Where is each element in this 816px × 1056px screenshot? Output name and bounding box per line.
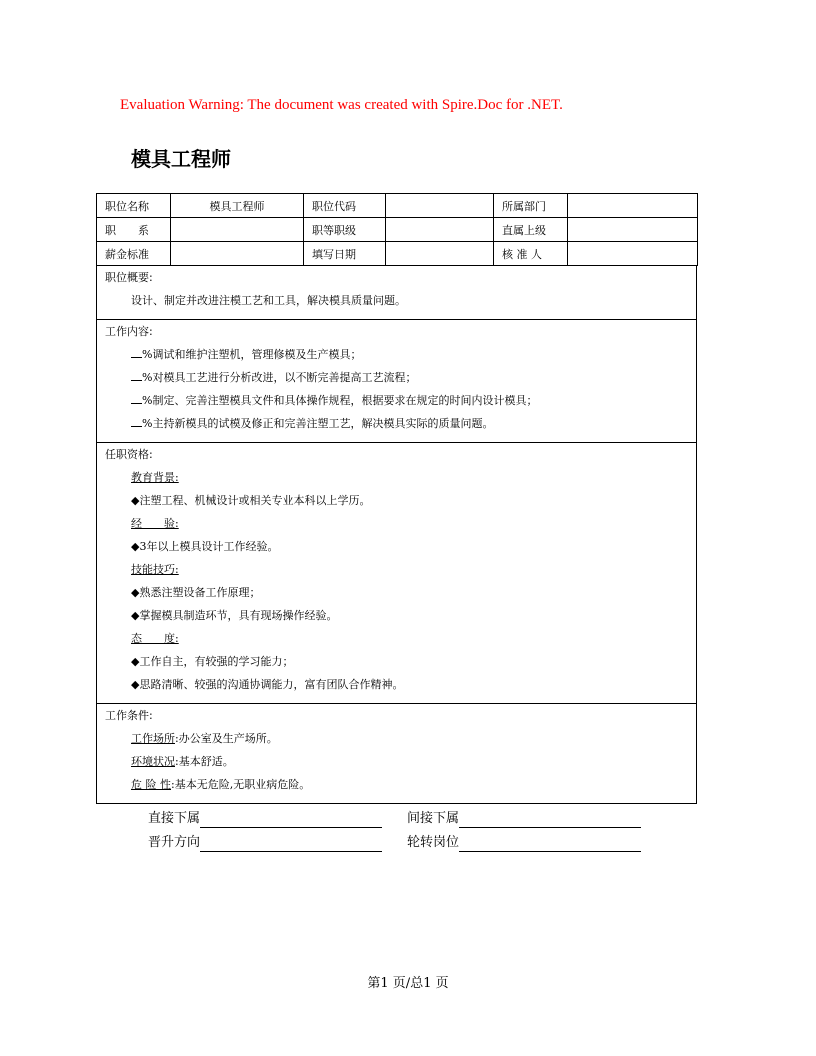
skills-label: 技能技巧: <box>131 563 179 576</box>
evaluation-warning: Evaluation Warning: The document was created with Spire.Doc for .NET. <box>120 97 563 113</box>
info-table <box>96 193 698 266</box>
list-item: %制定、完善注塑模具文件和具体操作规程，根据要求在规定的时间内设计模具； <box>105 389 688 412</box>
label-salary: 薪金标准 <box>97 242 171 266</box>
label-approver: 核 准 人 <box>494 242 568 266</box>
list-item: 危 险 性:基本无危险,无职业病危险。 <box>131 778 311 791</box>
label-position-name: 职位名称 <box>97 194 171 218</box>
rotation-post-field: 轮转岗位 <box>407 834 641 852</box>
list-item: 工作场所:办公室及生产场所。 <box>131 732 278 745</box>
list-item: ◆思路清晰、较强的沟通协调能力，富有团队合作精神。 <box>131 678 404 691</box>
list-item: ◆工作自主，有较强的学习能力； <box>131 655 294 668</box>
list-item: ◆熟悉注塑设备工作原理； <box>131 586 261 599</box>
list-item: ◆掌握模具制造环节，具有现场操作经验。 <box>131 609 338 622</box>
attitude-label: 态 度: <box>131 632 179 645</box>
list-item: ◆3年以上模具设计工作经验。 <box>131 540 279 553</box>
value-position-name: 模具工程师 <box>171 194 304 218</box>
list-item: 环境状况:基本舒适。 <box>131 755 234 768</box>
value-job-family <box>171 218 304 242</box>
value-salary <box>171 242 304 266</box>
table-row <box>97 194 698 218</box>
label-fill-date: 填写日期 <box>304 242 386 266</box>
label-grade: 职等职级 <box>304 218 386 242</box>
value-department <box>568 194 698 218</box>
table-row <box>97 242 698 266</box>
list-item: %调试和维护注塑机，管理修模及生产模具； <box>105 343 688 366</box>
table-row <box>97 218 698 242</box>
duties-heading: 工作内容: <box>105 325 153 338</box>
label-job-family: 职 系 <box>97 218 171 242</box>
overview-heading: 职位概要: <box>105 271 153 284</box>
page-title: 模具工程师 <box>131 147 231 171</box>
indirect-subordinates-field: 间接下属 <box>407 810 641 828</box>
conditions-section <box>96 704 697 804</box>
overview-section <box>96 266 697 320</box>
value-fill-date <box>386 242 494 266</box>
education-label: 教育背景: <box>131 471 179 484</box>
value-direct-supervisor <box>568 218 698 242</box>
list-item: %对模具工艺进行分析改进，以不断完善提高工艺流程； <box>105 366 688 389</box>
list-item: ◆注塑工程、机械设计或相关专业本科以上学历。 <box>131 494 371 507</box>
value-approver <box>568 242 698 266</box>
overview-text: 设计、制定并改进注模工艺和工具，解决模具质量问题。 <box>131 294 406 307</box>
direct-subordinates-field: 直接下属 <box>148 810 382 828</box>
page-indicator: 第1 页/总1 页 <box>367 976 449 991</box>
promotion-path-field: 晋升方向 <box>148 834 382 852</box>
experience-label: 经 验: <box>131 517 179 530</box>
label-department: 所属部门 <box>494 194 568 218</box>
job-description-form <box>96 193 697 804</box>
value-grade <box>386 218 494 242</box>
duties-section <box>96 320 697 443</box>
conditions-heading: 工作条件: <box>105 709 153 722</box>
qualifications-heading: 任职资格: <box>105 448 153 461</box>
value-position-code <box>386 194 494 218</box>
qualifications-section <box>96 443 697 704</box>
label-position-code: 职位代码 <box>304 194 386 218</box>
label-direct-supervisor: 直属上级 <box>494 218 568 242</box>
list-item: %主持新模具的试模及修正和完善注塑工艺，解决模具实际的质量问题。 <box>105 412 688 435</box>
